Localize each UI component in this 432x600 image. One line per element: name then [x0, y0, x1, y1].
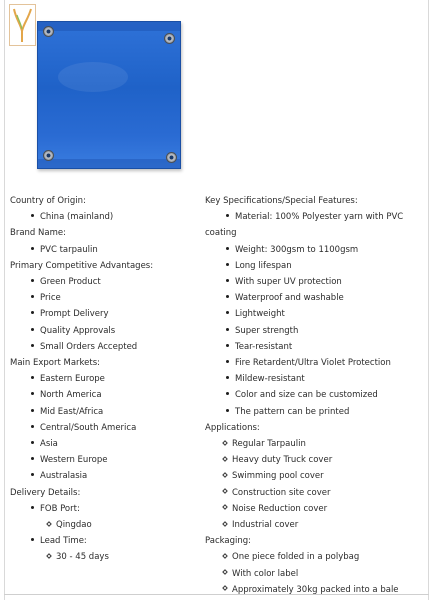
- spec-text: Eastern Europe: [40, 374, 105, 385]
- spec-text: Fire Retardent/Ultra Violet Protection: [235, 358, 391, 368]
- spec-item-lead-time: [31, 536, 87, 547]
- spec-item-regular-tarpaulin: [223, 439, 306, 450]
- spec-item-material-100-polyester-yarn-with-pvc: [226, 212, 403, 223]
- diamond-bullet-icon: [222, 553, 228, 559]
- spec-text: Country of Origin:: [10, 196, 86, 206]
- spec-text: FOB Port:: [40, 503, 80, 514]
- spec-text: Green Product: [40, 277, 101, 287]
- spec-text: coating: [205, 228, 237, 239]
- spec-text: Regular Tarpaulin: [232, 439, 306, 449]
- spec-item-small-orders-accepted: [31, 342, 137, 353]
- diamond-bullet-icon: [222, 521, 228, 527]
- spec-text: Approximately 30kg packed into a bale: [232, 584, 399, 595]
- spec-item-qingdao: [47, 520, 92, 531]
- spec-text: Australasia: [40, 471, 88, 482]
- spec-text: Swimming pool cover: [232, 471, 324, 482]
- bullet-icon: [31, 279, 34, 282]
- spec-text: Western Europe: [40, 455, 108, 466]
- spec-text: Weight: 300gsm to 1100gsm: [235, 244, 359, 255]
- spec-text: Primary Competitive Advantages:: [10, 260, 154, 271]
- spec-text: Central/South America: [40, 422, 137, 433]
- spec-text: Lead Time:: [40, 536, 87, 547]
- spec-item-fire-retardent-ultra-violet-protection: [226, 358, 391, 369]
- spec-text: Industrial cover: [232, 520, 299, 530]
- bullet-icon: [226, 344, 229, 347]
- bullet-icon: [226, 376, 229, 379]
- bullet-icon: [226, 263, 229, 266]
- bullet-icon: [31, 409, 34, 412]
- spec-text: Mid East/Africa: [40, 406, 104, 417]
- bullet-icon: [226, 409, 229, 412]
- spec-text: The pattern can be printed: [235, 406, 350, 417]
- diamond-bullet-icon: [46, 553, 52, 559]
- spec-text: 30 - 45 days: [56, 552, 109, 563]
- spec-item-noise-reduction-cover: [223, 504, 327, 515]
- spec-text: Material: 100% Polyester yarn with PVC: [235, 212, 404, 223]
- spec-text: With color label: [232, 568, 299, 579]
- spec-text: Prompt Delivery: [40, 309, 109, 320]
- bullet-icon: [31, 214, 34, 217]
- spec-item-mildew-resistant: [226, 374, 305, 385]
- spec-item-heavy-duty-truck-cover: [223, 455, 332, 466]
- diamond-bullet-icon: [222, 504, 228, 510]
- bullet-icon: [31, 457, 34, 460]
- spec-item-waterproof-and-washable: [226, 293, 344, 304]
- spec-text: One piece folded in a polybag: [232, 552, 360, 563]
- spec-item-weight-300gsm-to-1100gsm: [226, 245, 358, 256]
- spec-text: Tear-resistant: [235, 341, 293, 352]
- spec-item-price: [31, 293, 61, 304]
- bullet-icon: [31, 247, 34, 250]
- spec-text: Packaging:: [205, 536, 252, 547]
- spec-heading-packaging: [205, 536, 251, 547]
- spec-heading-coating: [205, 228, 237, 239]
- spec-item-tear-resistant: [226, 342, 292, 353]
- spec-text: Noise Reduction cover: [232, 503, 328, 514]
- spec-text: Construction site cover: [232, 487, 331, 498]
- spec-text: Price: [40, 293, 61, 304]
- spec-text: Key Specifications/Special Features:: [205, 196, 358, 206]
- bullet-icon: [31, 538, 34, 541]
- spec-text: North America: [40, 390, 102, 401]
- diamond-bullet-icon: [222, 569, 228, 575]
- diamond-bullet-icon: [222, 456, 228, 462]
- spec-item-prompt-delivery: [31, 309, 108, 320]
- spec-heading-country-of-origin: [10, 196, 86, 207]
- bullet-icon: [226, 279, 229, 282]
- diamond-bullet-icon: [222, 585, 228, 591]
- spec-text: Small Orders Accepted: [40, 341, 138, 352]
- spec-item-north-america: [31, 390, 102, 401]
- bullet-icon: [31, 392, 34, 395]
- bullet-icon: [226, 311, 229, 314]
- spec-text: Super strength: [235, 325, 299, 336]
- spec-item-industrial-cover: [223, 520, 298, 531]
- spec-item-western-europe: [31, 455, 107, 466]
- spec-heading-key-specifications-special-features: [205, 196, 358, 207]
- spec-text: Quality Approvals: [40, 325, 116, 336]
- spec-item-fob-port: [31, 504, 80, 515]
- bullet-icon: [31, 311, 34, 314]
- bullet-icon: [226, 295, 229, 298]
- diamond-bullet-icon: [222, 440, 228, 446]
- spec-item-quality-approvals: [31, 326, 115, 337]
- spec-text: Mildew-resistant: [235, 374, 305, 385]
- bullet-icon: [226, 247, 229, 250]
- bullet-icon: [31, 506, 34, 509]
- bullet-icon: [31, 344, 34, 347]
- diamond-bullet-icon: [222, 472, 228, 478]
- spec-text: Qingdao: [56, 520, 92, 530]
- bullet-icon: [226, 360, 229, 363]
- spec-heading-delivery-details: [10, 488, 80, 499]
- spec-item-green-product: [31, 277, 101, 288]
- spec-item-long-lifespan: [226, 261, 292, 272]
- spec-item-central-south-america: [31, 423, 136, 434]
- spec-text: Delivery Details:: [10, 487, 81, 498]
- spec-text: With super UV protection: [235, 277, 342, 287]
- spec-item-color-and-size-can-be-customized: [226, 390, 378, 401]
- diamond-bullet-icon: [222, 488, 228, 494]
- spec-text: Color and size can be customized: [235, 390, 378, 401]
- bullet-icon: [226, 214, 229, 217]
- spec-item-pvc-tarpaulin: [31, 245, 98, 256]
- spec-text: Asia: [40, 439, 58, 449]
- spec-text: Brand Name:: [10, 228, 66, 239]
- spec-item-super-strength: [226, 326, 298, 337]
- bullet-icon: [31, 441, 34, 444]
- bullet-icon: [31, 473, 34, 476]
- spec-item-one-piece-folded-in-a-polybag: [223, 552, 359, 563]
- spec-heading-brand-name: [10, 228, 66, 239]
- spec-text: Heavy duty Truck cover: [232, 455, 333, 466]
- spec-item-approximately-30kg-packed-into-a-bale: [223, 585, 399, 596]
- spec-heading-applications: [205, 423, 260, 434]
- spec-item-eastern-europe: [31, 374, 105, 385]
- spec-text: Main Export Markets:: [10, 358, 101, 368]
- spec-text: Long lifespan: [235, 260, 292, 271]
- bullet-icon: [31, 425, 34, 428]
- bullet-icon: [31, 328, 34, 331]
- spec-text: PVC tarpaulin: [40, 244, 98, 255]
- bullet-icon: [31, 376, 34, 379]
- spec-item-30-45-days: [47, 552, 109, 563]
- diamond-bullet-icon: [46, 521, 52, 527]
- spec-item-asia: [31, 439, 58, 450]
- spec-item-the-pattern-can-be-printed: [226, 407, 349, 418]
- spec-text: Applications:: [205, 422, 260, 433]
- spec-item-with-color-label: [223, 569, 298, 580]
- spec-item-mid-east-africa: [31, 407, 103, 418]
- bullet-icon: [31, 295, 34, 298]
- spec-text: Waterproof and washable: [235, 293, 344, 304]
- spec-item-swimming-pool-cover: [223, 471, 324, 482]
- bullet-icon: [226, 392, 229, 395]
- spec-item-with-super-uv-protection: [226, 277, 342, 288]
- spec-item-construction-site-cover: [223, 488, 331, 499]
- spec-heading-primary-competitive-advantages: [10, 261, 153, 272]
- spec-item-china-mainland: [31, 212, 113, 223]
- spec-text: China (mainland): [40, 212, 114, 223]
- spec-item-lightweight: [226, 309, 285, 320]
- bullet-icon: [226, 328, 229, 331]
- spec-item-australasia: [31, 471, 87, 482]
- spec-heading-main-export-markets: [10, 358, 100, 369]
- spec-text: Lightweight: [235, 309, 285, 320]
